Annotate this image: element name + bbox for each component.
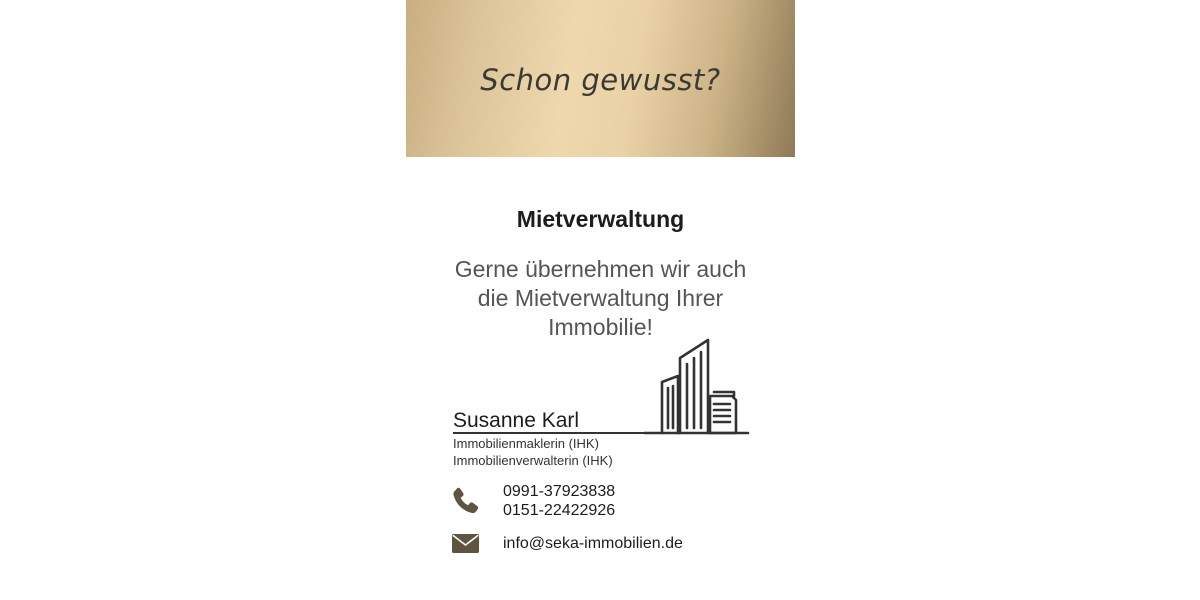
body-text (406, 255, 795, 342)
banner-text: Schon gewusst? (480, 62, 721, 97)
person-title: Immobilienmaklerin (IHK) (453, 436, 599, 451)
info-card (406, 0, 795, 600)
envelope-icon (452, 534, 479, 553)
phone-number[interactable]: 0991-37923838 (503, 483, 616, 500)
mobile-number[interactable]: 0151-22422926 (503, 502, 616, 519)
email-link[interactable]: info@seka-immobilien.de (503, 535, 683, 552)
body-line: Immobilie! (548, 314, 653, 340)
body-line: die Mietverwaltung Ihrer (477, 285, 724, 311)
person-title: Immobilienverwalterin (IHK) (453, 453, 613, 468)
gold-banner (406, 0, 795, 157)
building-icon (644, 338, 750, 436)
body-line: Gerne übernehmen wir auch (454, 256, 747, 282)
phone-icon (451, 486, 481, 516)
person-name: Susanne Karl (453, 409, 580, 432)
divider (453, 432, 653, 434)
heading: Mietverwaltung (516, 206, 685, 232)
